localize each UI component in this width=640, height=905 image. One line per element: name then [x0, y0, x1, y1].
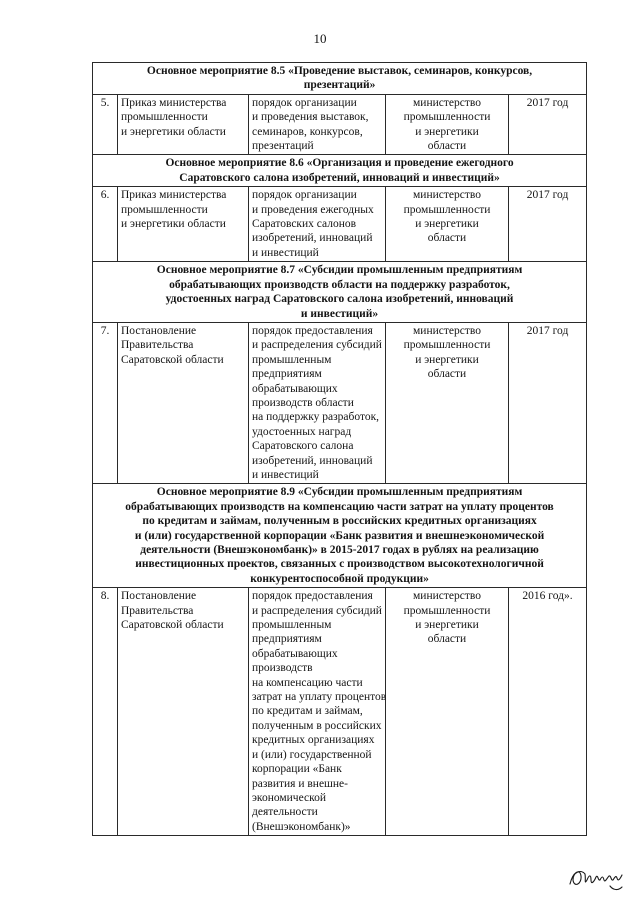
measures-table: [92, 62, 587, 836]
cell-line: удостоенных наград Саратовского салона изобретений, инноваций: [165, 293, 514, 306]
cell-line: презентаций»: [303, 79, 376, 92]
cell-line: министерство: [413, 189, 481, 202]
table-row: [93, 94, 587, 155]
cell-line: производств: [252, 662, 313, 675]
cell-line: развития и внешне-: [252, 777, 348, 790]
cell-line: предприятиям: [252, 368, 322, 381]
cell-line: затрат на уплату процентов: [252, 691, 387, 704]
cell-line: и инвестиций: [252, 246, 319, 259]
responsible-cell: [386, 322, 509, 483]
cell-line: порядок предоставления: [252, 590, 373, 603]
cell-line: обрабатывающих производств на компенсацию части затрат на уплату процентов: [125, 500, 554, 513]
cell-line: обрабатывающих: [252, 647, 338, 660]
cell-line: предприятиям: [252, 633, 322, 646]
cell-line: промышленности: [403, 203, 491, 216]
cell-line: по кредитам и займам,: [252, 705, 363, 718]
cell-line: и энергетики: [415, 619, 479, 632]
cell-line: конкурентоспособной продукции»: [250, 572, 429, 585]
cell-line: удостоенных наград: [252, 425, 352, 438]
cell-line: порядок организации: [252, 96, 357, 109]
section-heading-row: [93, 155, 587, 187]
cell-line: промышленности: [403, 604, 491, 617]
cell-line: обрабатывающих: [252, 382, 338, 395]
cell-line: промышленным: [252, 619, 332, 632]
year-cell: 2017 год: [509, 322, 587, 483]
cell-line: Саратовского салона изобретений, инноваций и инвестиций»: [179, 171, 500, 184]
cell-line: Основное мероприятие 8.6 «Организация и проведение ежегодного: [165, 157, 514, 170]
cell-line: полученным в российских: [252, 719, 382, 732]
cell-line: и проведения ежегодных: [252, 203, 374, 216]
cell-line: и энергетики области: [121, 125, 226, 138]
cell-line: порядок предоставления: [252, 324, 373, 337]
section-heading-row: [93, 63, 587, 95]
responsible-cell: [386, 588, 509, 836]
section-heading: [93, 484, 587, 588]
cell-line: Постановление: [121, 324, 197, 337]
cell-line: и энергетики: [415, 125, 479, 138]
cell-line: области: [427, 633, 467, 646]
cell-line: Постановление: [121, 590, 197, 603]
cell-line: и (или) государственной: [252, 748, 372, 761]
cell-line: промышленным: [252, 353, 332, 366]
cell-line: промышленности: [121, 111, 208, 124]
responsible-cell: [386, 187, 509, 262]
table-row: [93, 187, 587, 262]
cell-line: Приказ министерства: [121, 189, 227, 202]
section-heading: [93, 63, 587, 95]
cell-line: Правительства: [121, 339, 194, 352]
cell-line: промышленности: [403, 339, 491, 352]
year-cell: 2017 год: [509, 94, 587, 155]
table-row: [93, 322, 587, 483]
subject-cell: [249, 322, 386, 483]
cell-line: и проведения выставок,: [252, 111, 369, 124]
page-number: 10: [313, 31, 327, 46]
row-number: 5.: [93, 94, 118, 155]
cell-line: корпорации «Банк: [252, 763, 342, 776]
cell-line: Саратовской области: [121, 619, 224, 632]
row-number: 6.: [93, 187, 118, 262]
section-heading-row: [93, 484, 587, 588]
document-type-cell: [118, 94, 249, 155]
cell-line: министерство: [413, 590, 481, 603]
cell-line: изобретений, инноваций: [252, 454, 373, 467]
cell-line: и инвестиций: [252, 468, 319, 481]
document-type-cell: [118, 187, 249, 262]
cell-line: деятельности (Внешэкономбанк)» в 2015-2017 годах в рублях на реализацию: [140, 544, 539, 556]
cell-line: деятельности: [252, 806, 318, 819]
table-row: [93, 588, 587, 836]
year-cell: 2016 год».: [509, 588, 587, 836]
subject-cell: [249, 588, 386, 836]
cell-line: порядок организации: [252, 189, 357, 202]
row-number: 7.: [93, 322, 118, 483]
cell-line: инвестиционных проектов, связанных с производством высокотехнологичной: [135, 558, 544, 571]
section-heading: [93, 155, 587, 187]
cell-line: по кредитам и займам, полученным в российских кредитных организациях: [142, 515, 537, 528]
cell-line: и инвестиций»: [300, 307, 379, 320]
cell-line: Основное мероприятие 8.5 «Проведение выставок, семинаров, конкурсов,: [146, 65, 533, 77]
document-type-cell: [118, 588, 249, 836]
cell-line: промышленности: [403, 111, 491, 124]
document-type-cell: [118, 322, 249, 483]
cell-line: и (или) государственной корпорации «Банк развития и внешнеэкономической: [134, 529, 545, 542]
cell-line: области: [427, 140, 467, 153]
cell-line: Правительства: [121, 604, 194, 617]
cell-line: Приказ министерства: [121, 96, 227, 109]
cell-line: области: [427, 368, 467, 381]
cell-line: Саратовского салона: [252, 440, 354, 453]
cell-line: (Внешэкономбанк)»: [252, 820, 351, 833]
cell-line: изобретений, инноваций: [252, 232, 373, 245]
cell-line: промышленности: [121, 203, 208, 216]
section-heading-row: [93, 262, 587, 323]
cell-line: Основное мероприятие 8.7 «Субсидии промышленным предприятиям: [156, 264, 523, 277]
cell-line: кредитных организациях: [252, 734, 375, 747]
row-number: 8.: [93, 588, 118, 836]
cell-line: семинаров, конкурсов,: [252, 125, 363, 138]
cell-line: и распределения субсидий: [252, 339, 382, 352]
cell-line: Саратовской области: [121, 353, 224, 366]
year-cell: 2017 год: [509, 187, 587, 262]
cell-line: Саратовских салонов: [252, 218, 357, 231]
cell-line: производств области: [252, 396, 354, 409]
signature: [567, 862, 625, 894]
responsible-cell: [386, 94, 509, 155]
cell-line: и распределения субсидий: [252, 604, 382, 617]
cell-line: и энергетики: [415, 353, 479, 366]
cell-line: Основное мероприятие 8.9 «Субсидии промышленным предприятиям: [156, 486, 523, 499]
cell-line: министерство: [413, 324, 481, 337]
cell-line: презентаций: [252, 140, 314, 153]
subject-cell: [249, 187, 386, 262]
cell-line: и энергетики области: [121, 218, 226, 231]
cell-line: на поддержку разработок,: [252, 411, 380, 424]
subject-cell: [249, 94, 386, 155]
cell-line: экономической: [252, 791, 326, 804]
cell-line: и энергетики: [415, 218, 479, 231]
cell-line: области: [427, 232, 467, 245]
section-heading: [93, 262, 587, 323]
cell-line: обрабатывающих производств области на поддержку разработок,: [169, 278, 510, 291]
cell-line: министерство: [413, 96, 481, 109]
cell-line: на компенсацию части: [252, 676, 363, 689]
